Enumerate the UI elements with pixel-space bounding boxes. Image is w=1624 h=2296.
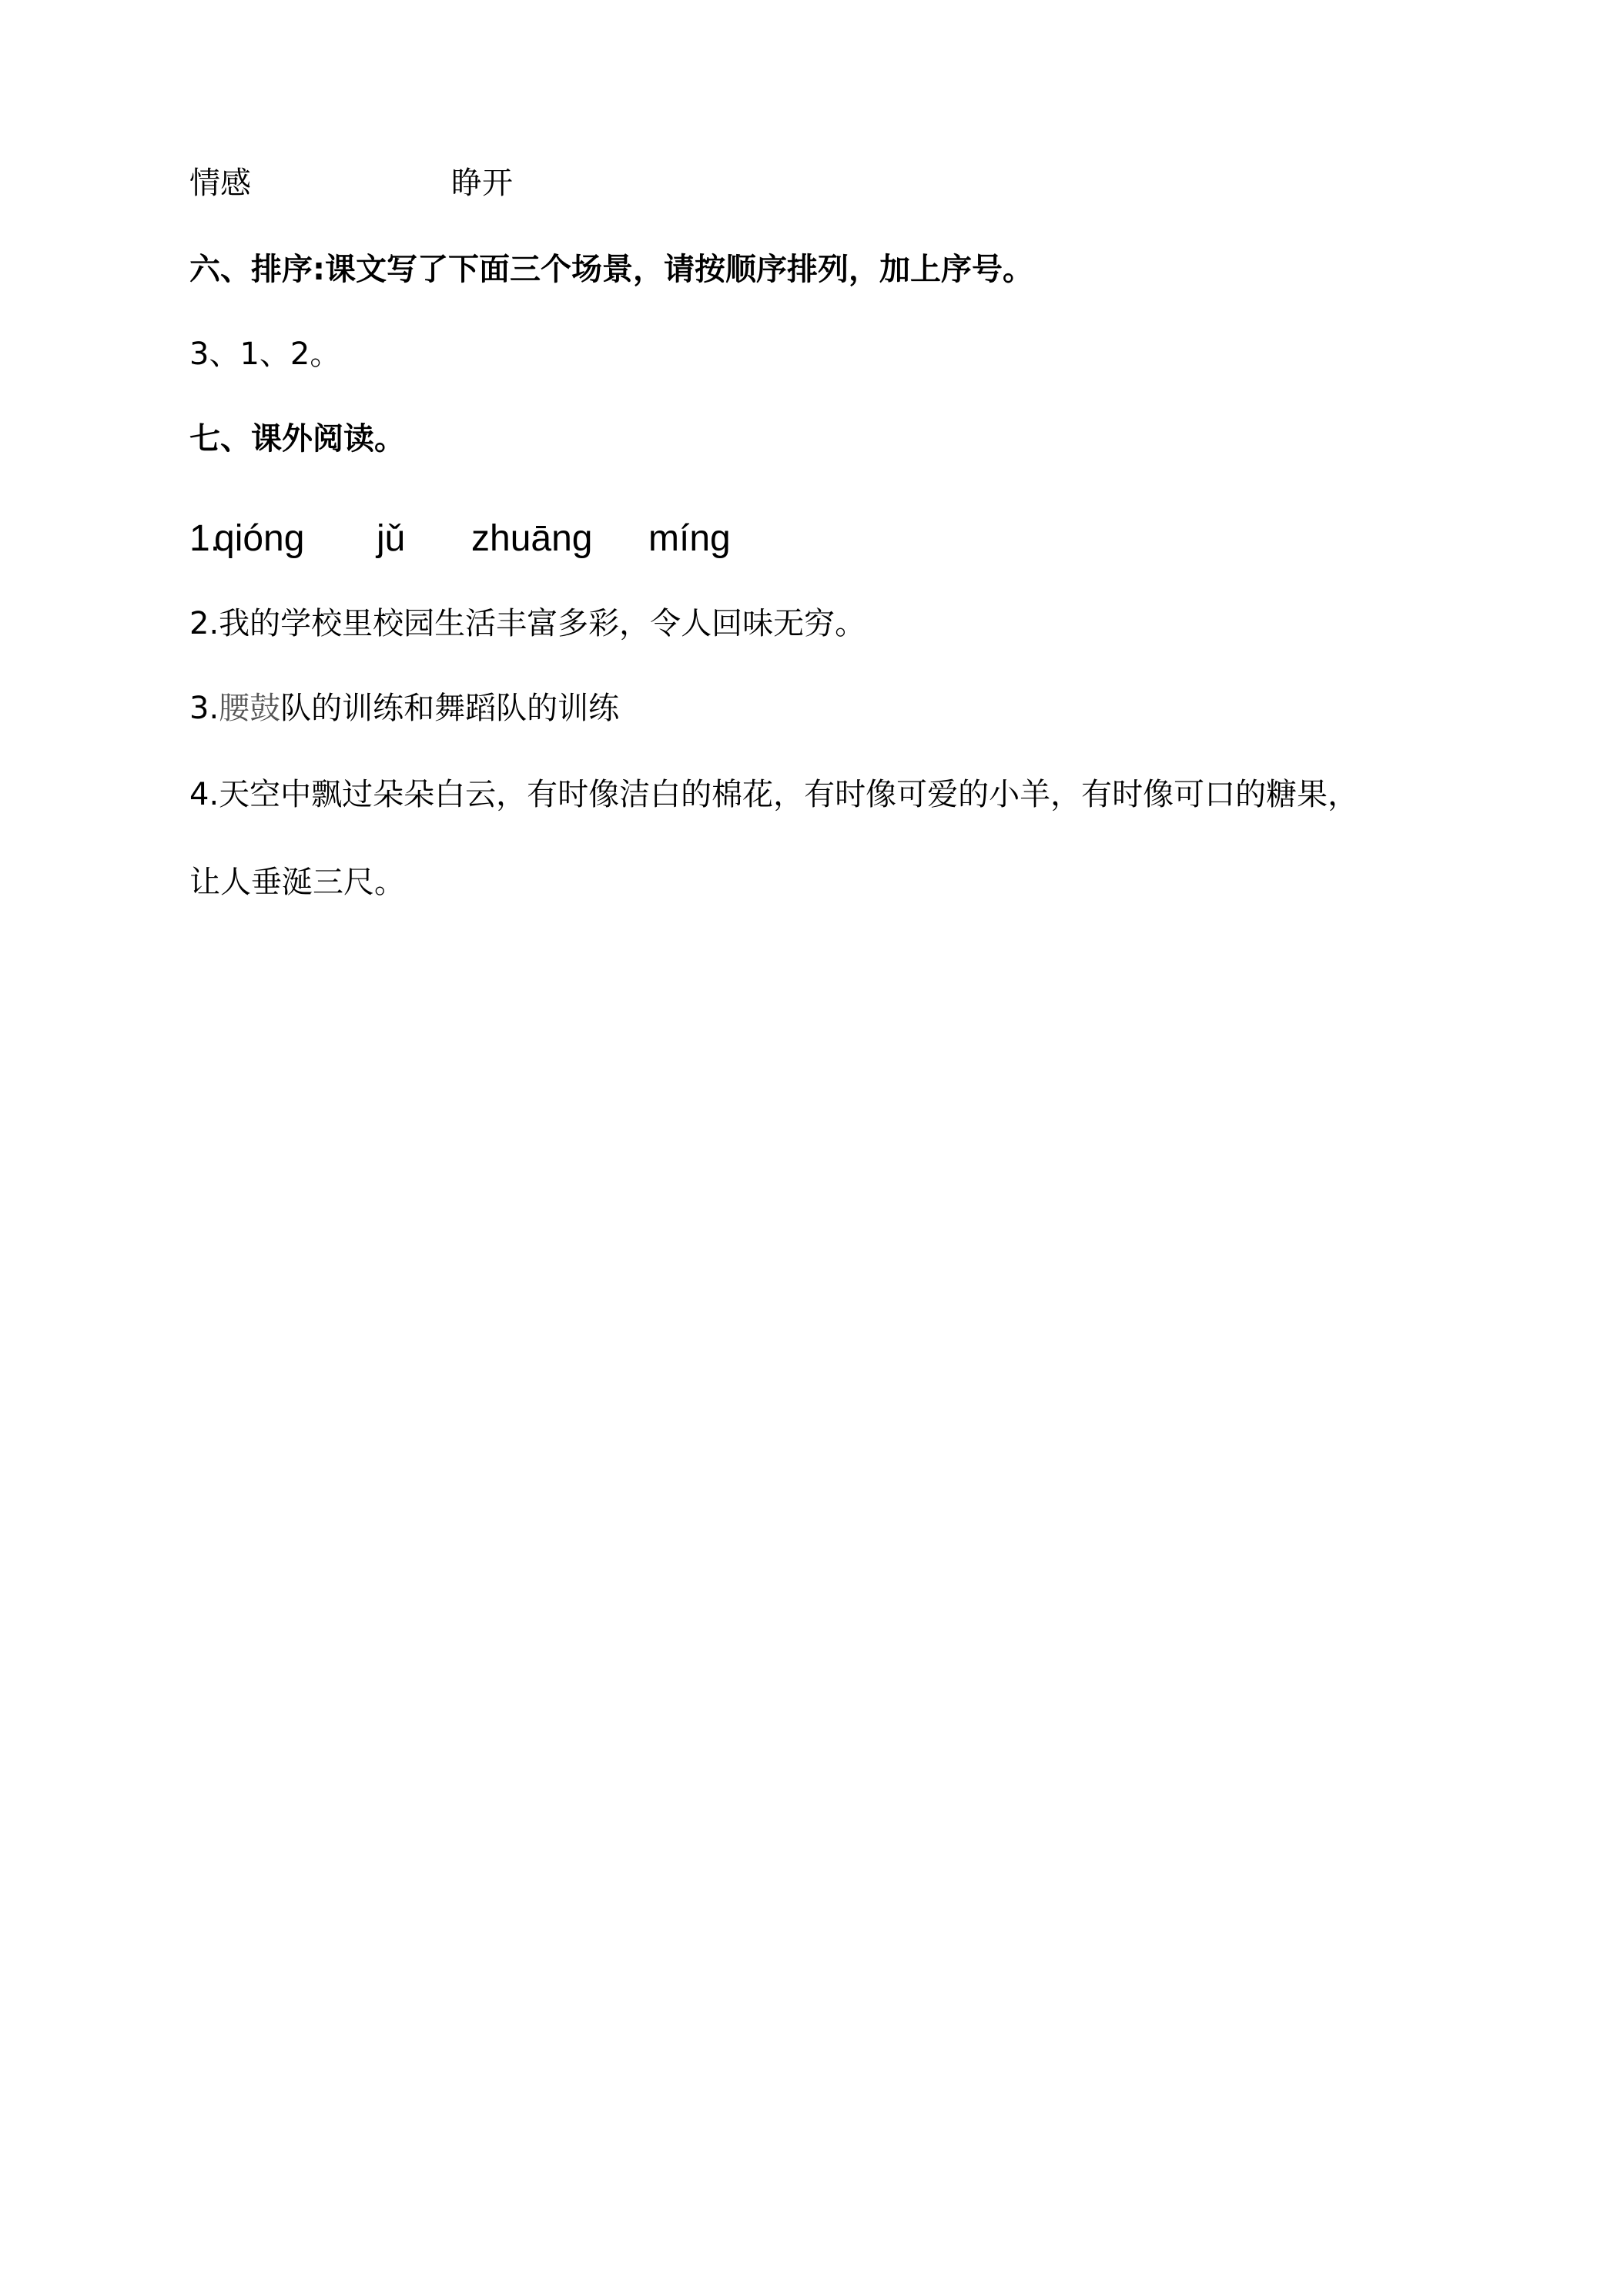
answer-3-text: 队的训练和舞蹈队的训练 — [280, 691, 620, 726]
answer-4-line-2: 让人垂涎三尺。 — [189, 865, 405, 900]
answer-1-number: 1. — [189, 518, 221, 559]
answer-3-highlight: 腰鼓 — [219, 691, 281, 726]
word-2: 睁开 — [451, 166, 513, 201]
word-pair-row — [189, 166, 513, 201]
section-6-answer: 3、1、2。 — [189, 336, 341, 372]
answer-3-number: 3. — [189, 691, 219, 726]
section-7-heading: 七、课外阅读。 — [189, 421, 405, 457]
pinyin-1: qióng — [214, 518, 305, 559]
word-1: 情感 — [189, 166, 251, 201]
pinyin-2: jǔ — [377, 518, 406, 559]
answer-3 — [189, 693, 619, 724]
pinyin-4: míng — [648, 518, 731, 559]
pinyin-3: zhuāng — [471, 518, 593, 559]
section-6-heading: 六、排序:课文写了下面三个场景，请按顺序排列，加上序号。 — [189, 252, 1033, 287]
answer-4-line-1: 4.天空中飘过朵朵白云，有时像洁白的棉花，有时像可爱的小羊，有时像可口的糖果， — [189, 777, 1359, 812]
answer-2: 2.我的学校里校园生活丰富多彩，令人回味无穷。 — [189, 606, 866, 641]
